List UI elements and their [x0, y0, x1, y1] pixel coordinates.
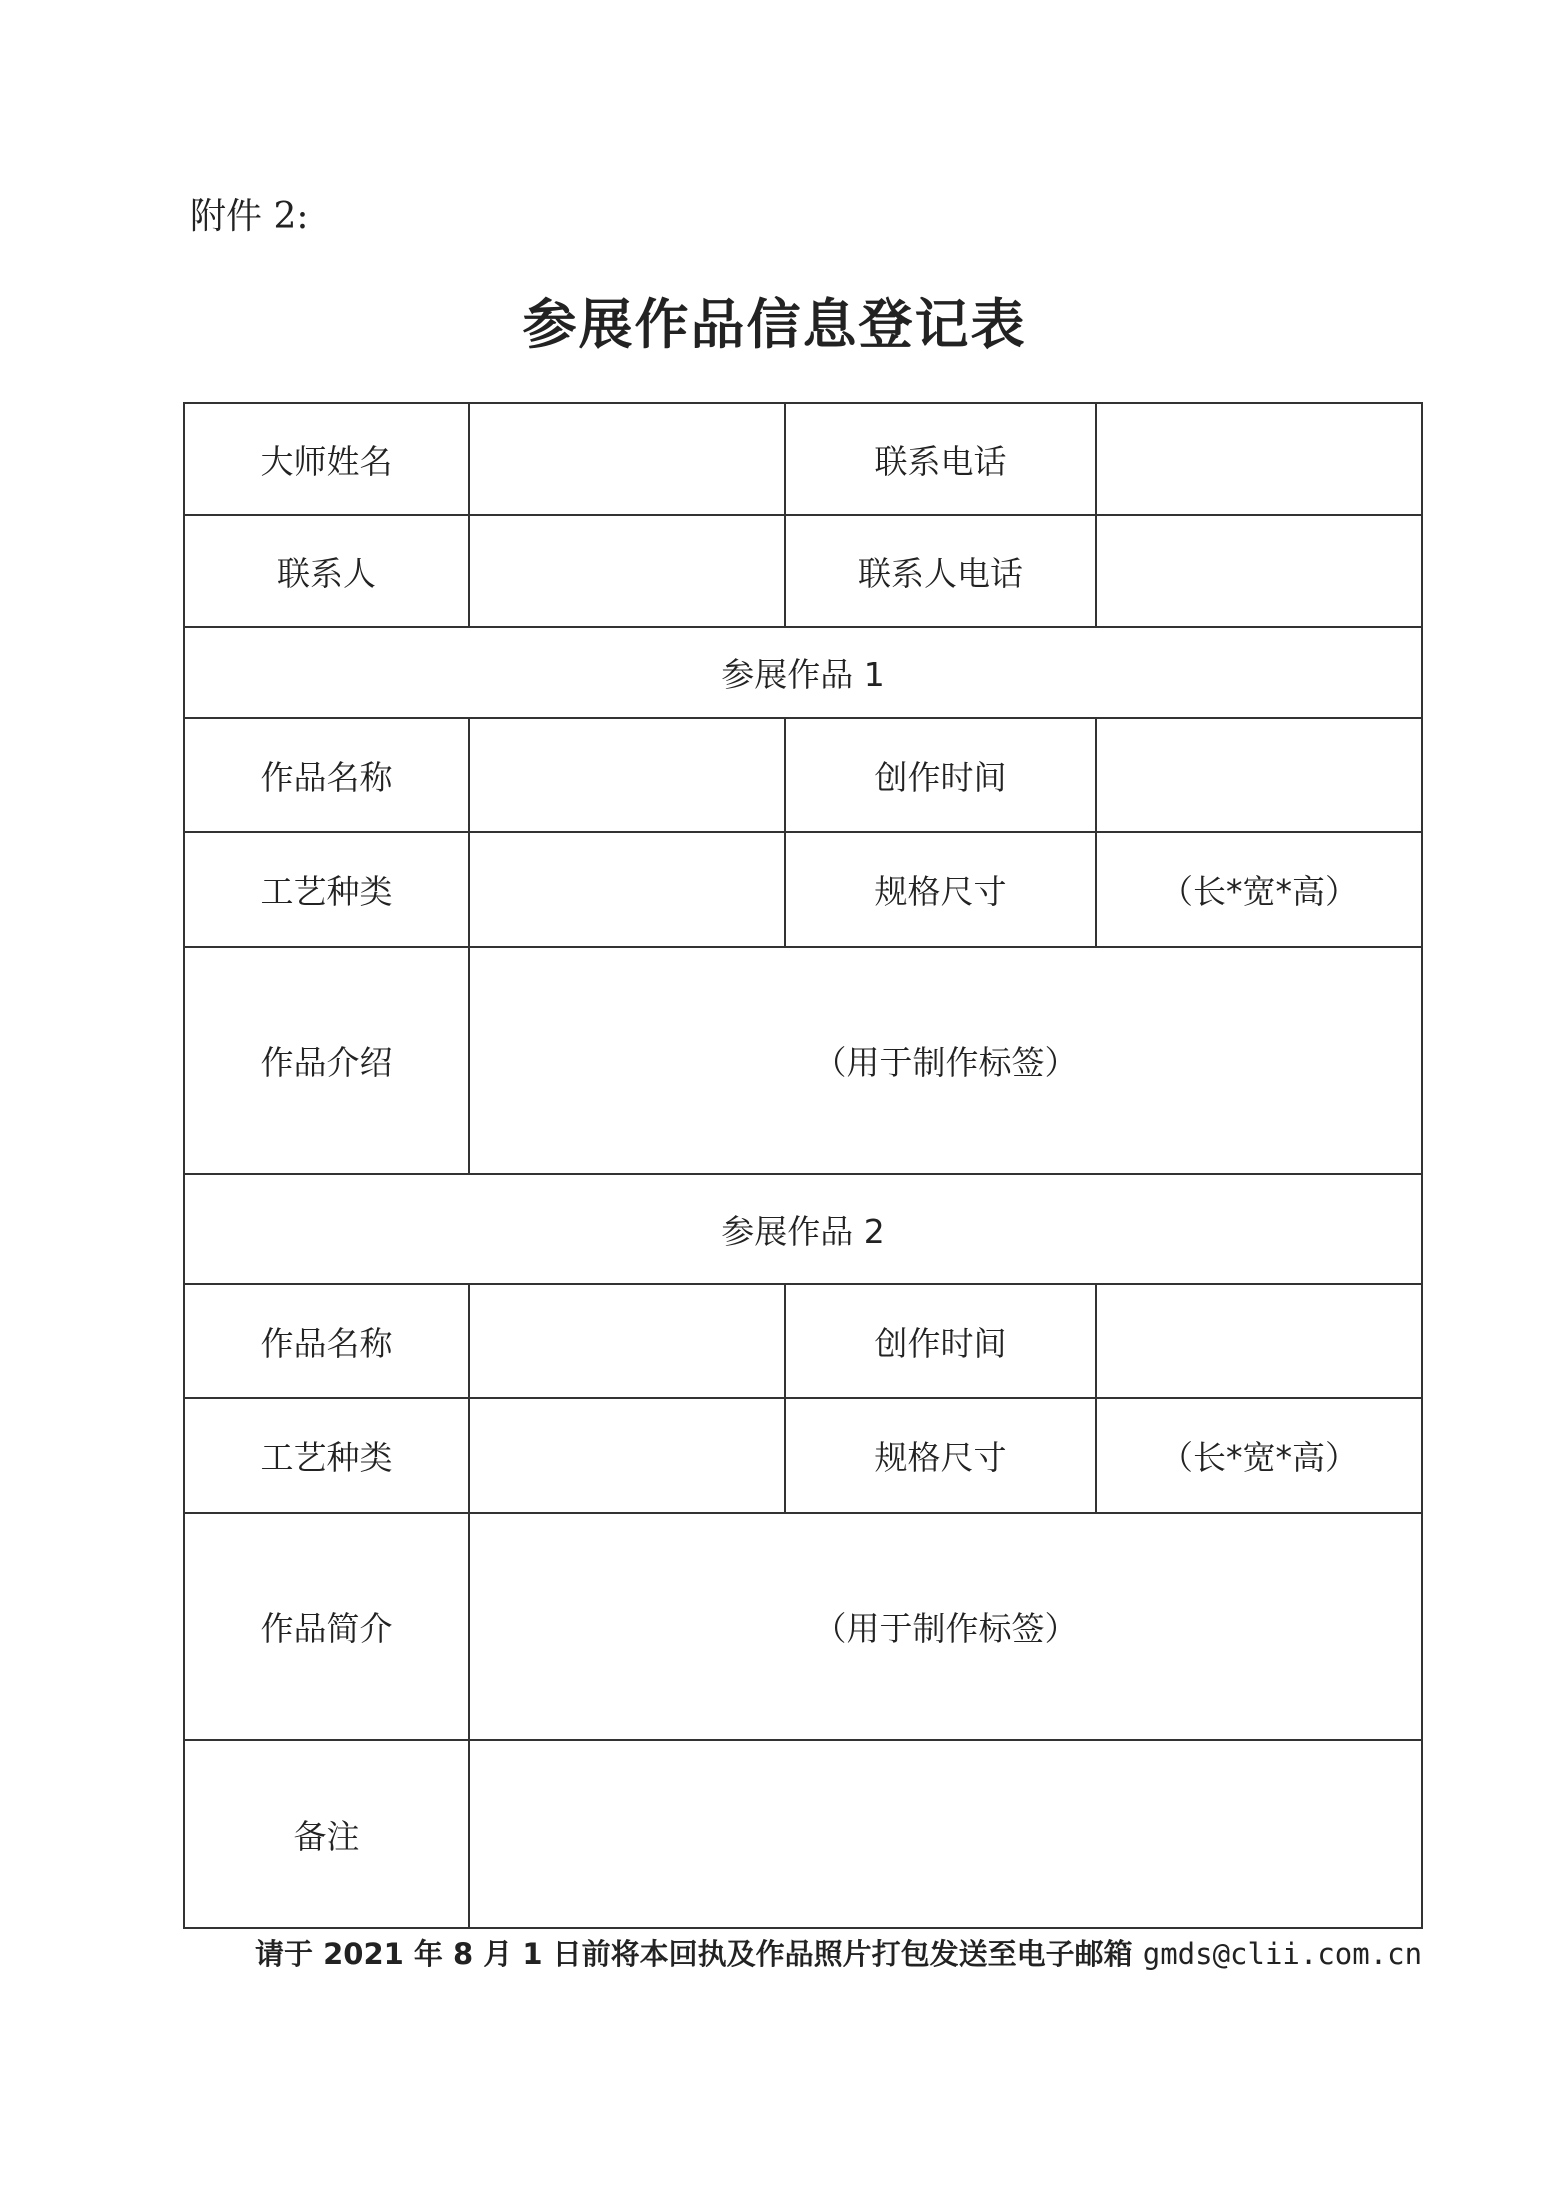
remarks-label: 备注 — [184, 1740, 469, 1928]
submission-note — [255, 1932, 1422, 1973]
work-2-section-title: 参展作品 2 — [184, 1174, 1422, 1284]
remarks-field[interactable] — [469, 1740, 1422, 1928]
work-2-size-label: 规格尺寸 — [785, 1398, 1096, 1513]
work-1-name-label: 作品名称 — [184, 718, 469, 832]
submission-note-text: 请于 2021 年 8 月 1 日前将本回执及作品照片打包发送至电子邮箱 — [255, 1937, 1143, 1971]
work-1-name-field[interactable] — [469, 718, 785, 832]
contact-label: 联系人 — [184, 515, 469, 627]
contact-phone-label: 联系人电话 — [785, 515, 1096, 627]
page-title: 参展作品信息登记表 — [522, 293, 1027, 356]
table-row — [184, 718, 1422, 832]
work-2-intro-field[interactable]: （用于制作标签） — [469, 1513, 1422, 1740]
work-2-created-label: 创作时间 — [785, 1284, 1096, 1398]
master-name-field[interactable] — [469, 403, 785, 515]
section-header-row — [184, 627, 1422, 718]
email-link[interactable]: gmds@clii.com.cn — [1142, 1937, 1423, 1971]
work-1-created-field[interactable] — [1096, 718, 1422, 832]
work-2-intro-label: 作品简介 — [184, 1513, 469, 1740]
section-header-row — [184, 1174, 1422, 1284]
contact-field[interactable] — [469, 515, 785, 627]
work-2-craft-label: 工艺种类 — [184, 1398, 469, 1513]
work-2-name-field[interactable] — [469, 1284, 785, 1398]
table-row — [184, 403, 1422, 515]
work-1-craft-label: 工艺种类 — [184, 832, 469, 947]
phone-label: 联系电话 — [785, 403, 1096, 515]
table-row — [184, 1740, 1422, 1928]
registration-form-table — [183, 402, 1423, 1929]
master-name-label: 大师姓名 — [184, 403, 469, 515]
table-row — [184, 1398, 1422, 1513]
phone-field[interactable] — [1096, 403, 1422, 515]
table-row — [184, 1284, 1422, 1398]
work-1-section-title: 参展作品 1 — [184, 627, 1422, 718]
contact-phone-field[interactable] — [1096, 515, 1422, 627]
work-1-intro-label: 作品介绍 — [184, 947, 469, 1174]
table-row — [184, 515, 1422, 627]
work-2-size-field[interactable]: （长*宽*高） — [1096, 1398, 1422, 1513]
work-2-created-field[interactable] — [1096, 1284, 1422, 1398]
table-row — [184, 832, 1422, 947]
work-1-size-field[interactable]: （长*宽*高） — [1096, 832, 1422, 947]
table-row — [184, 1513, 1422, 1740]
work-1-created-label: 创作时间 — [785, 718, 1096, 832]
work-1-intro-field[interactable]: （用于制作标签） — [469, 947, 1422, 1174]
table-row — [184, 947, 1422, 1174]
work-2-name-label: 作品名称 — [184, 1284, 469, 1398]
work-1-craft-field[interactable] — [469, 832, 785, 947]
attachment-label: 附件 2: — [190, 196, 309, 237]
work-1-size-label: 规格尺寸 — [785, 832, 1096, 947]
work-2-craft-field[interactable] — [469, 1398, 785, 1513]
